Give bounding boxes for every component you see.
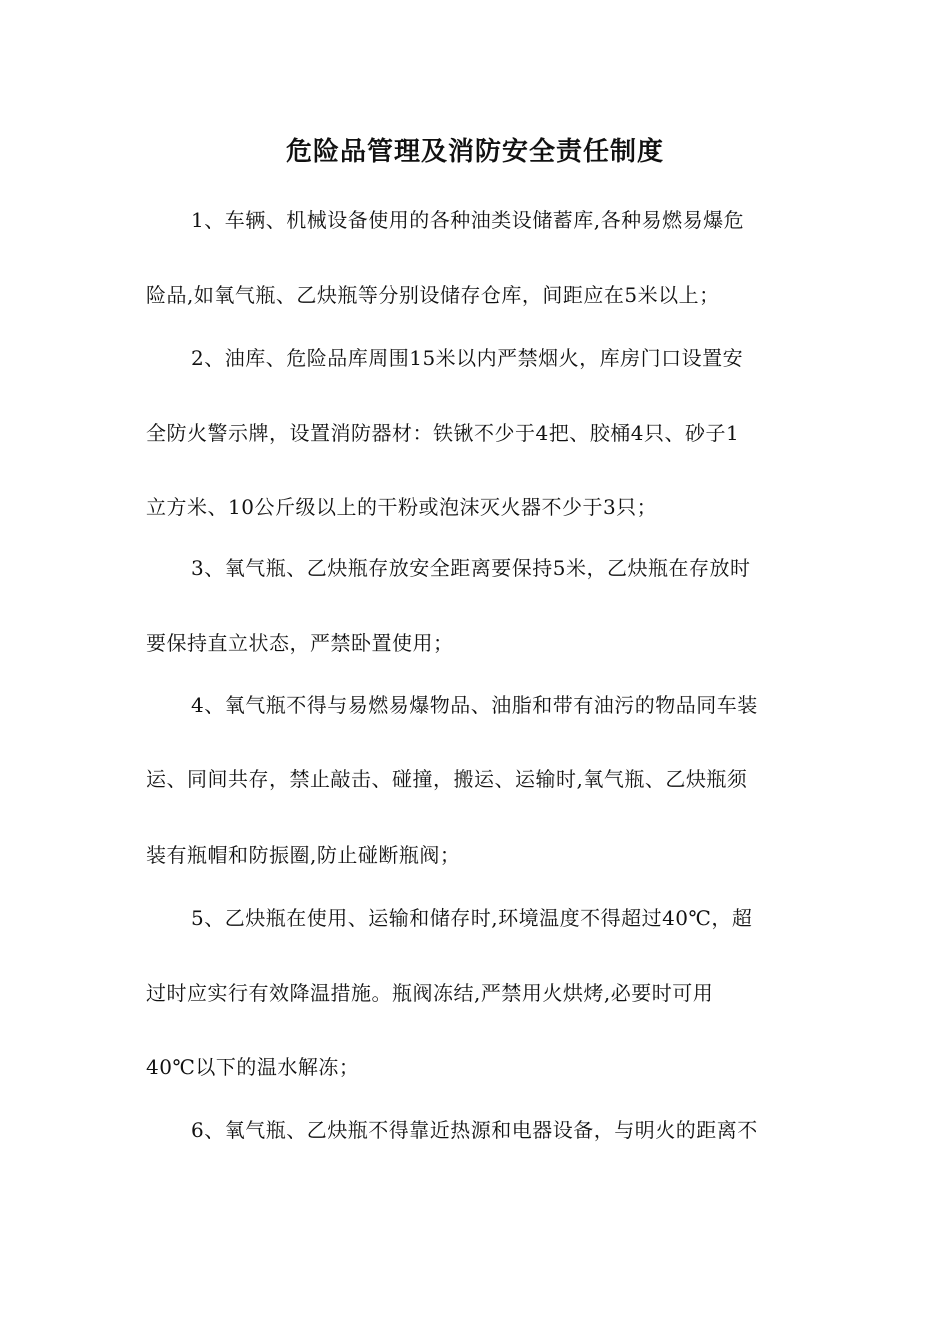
paragraph-line: 要保持直立状态，严禁卧置使用；: [146, 631, 454, 655]
paragraph-line: 立方米、10公斤级以上的干粉或泡沫灭火器不少于3只；: [146, 495, 658, 519]
paragraph-line: 1、车辆、机械设备使用的各种油类设储蓄库,各种易燃易爆危: [191, 208, 745, 232]
paragraph-line: 4、氧气瓶不得与易燃易爆物品、油脂和带有油污的物品同车装: [191, 693, 758, 717]
document-title: 危险品管理及消防安全责任制度: [285, 137, 664, 167]
paragraph-line: 3、氧气瓶、乙炔瓶存放安全距离要保持5米，乙炔瓶在存放时: [191, 556, 751, 580]
paragraph-line: 全防火警示牌，设置消防器材：铁锹不少于4把、胶桶4只、砂子1: [146, 421, 740, 445]
paragraph-line: 40℃以下的温水解冻；: [146, 1055, 360, 1079]
paragraph-line: 险品,如氧气瓶、乙炔瓶等分别设储存仓库，间距应在5米以上；: [146, 283, 720, 307]
paragraph-line: 2、油库、危险品库周围15米以内严禁烟火，库房门口设置安: [191, 346, 744, 370]
paragraph-line: 运、同间共存，禁止敲击、碰撞，搬运、运输时,氧气瓶、乙炔瓶须: [146, 767, 748, 791]
paragraph-line: 过时应实行有效降温措施。瓶阀冻结,严禁用火烘烤,必要时可用: [146, 981, 714, 1005]
paragraph-line: 5、乙炔瓶在使用、运输和储存时,环境温度不得超过40℃，超: [191, 906, 753, 930]
paragraph-line: 6、氧气瓶、乙炔瓶不得靠近热源和电器设备，与明火的距离不: [191, 1118, 758, 1142]
paragraph-line: 装有瓶帽和防振圈,防止碰断瓶阀；: [146, 843, 461, 867]
